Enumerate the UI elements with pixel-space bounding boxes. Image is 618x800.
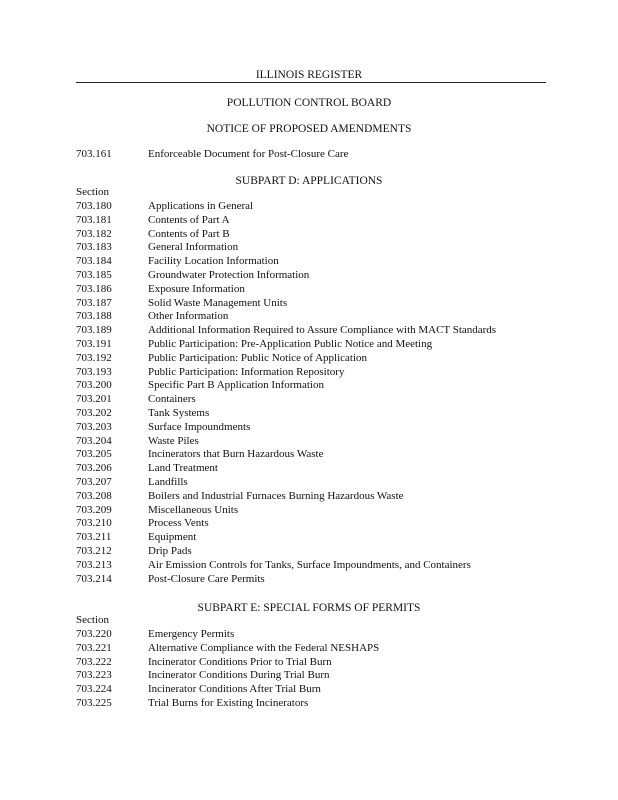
section-number: 703.204 xyxy=(76,434,112,447)
section-row xyxy=(0,379,496,393)
subpart-d-section-label: Section xyxy=(76,186,109,198)
section-number: 703.202 xyxy=(76,406,112,419)
section-row xyxy=(0,269,496,283)
section-title: Trial Burns for Existing Incinerators xyxy=(148,696,309,709)
section-title: Public Participation: Information Repository xyxy=(148,365,345,378)
section-row xyxy=(0,407,496,421)
section-number: 703.209 xyxy=(76,503,112,516)
section-number: 703.208 xyxy=(76,489,112,502)
section-number: 703.223 xyxy=(76,669,112,682)
section-title: Solid Waste Management Units xyxy=(148,296,288,309)
section-title: Public Participation: Pre-Application Public Notice and Meeting xyxy=(148,337,433,350)
section-title: Incinerator Conditions During Trial Burn xyxy=(148,669,330,682)
section-number: 703.201 xyxy=(76,393,112,406)
notice-heading: NOTICE OF PROPOSED AMENDMENTS xyxy=(206,123,412,135)
section-title: Post-Closure Care Permits xyxy=(148,572,265,585)
section-number: 703.185 xyxy=(76,268,112,281)
section-number: 703.210 xyxy=(76,517,112,530)
header-rule xyxy=(76,82,546,83)
section-title: Additional Information Required to Assure Compliance with MACT Standards xyxy=(148,324,497,337)
register-title: ILLINOIS REGISTER xyxy=(255,69,363,81)
section-number: 703.188 xyxy=(76,310,112,323)
section-number: 703.206 xyxy=(76,462,112,475)
section-row xyxy=(0,241,496,255)
section-row xyxy=(0,200,496,214)
section-row xyxy=(0,504,496,518)
section-row xyxy=(0,531,496,545)
section-row xyxy=(0,393,496,407)
section-title: Specific Part B Application Information xyxy=(148,379,324,392)
section-row xyxy=(0,545,496,559)
subpart-e-list xyxy=(0,628,379,711)
section-row xyxy=(0,324,496,338)
section-number: 703.205 xyxy=(76,448,112,461)
section-row xyxy=(0,573,496,587)
section-number: 703.186 xyxy=(76,282,112,295)
section-title: Applications in General xyxy=(148,200,254,212)
section-title: Facility Location Information xyxy=(148,255,279,268)
board-heading: POLLUTION CONTROL BOARD xyxy=(226,97,392,109)
section-row xyxy=(0,476,496,490)
section-row xyxy=(0,366,496,380)
section-title: Containers xyxy=(148,393,196,406)
section-title: Landfills xyxy=(148,475,188,488)
section-title: Emergency Permits xyxy=(148,628,235,640)
section-title: Incinerator Conditions Prior to Trial Burn xyxy=(148,655,332,668)
section-row xyxy=(0,255,496,269)
section-title: Miscellaneous Units xyxy=(148,503,239,516)
section-row xyxy=(0,517,496,531)
section-title: Surface Impoundments xyxy=(148,420,251,433)
section-row xyxy=(0,338,496,352)
subpart-d-list xyxy=(0,200,496,586)
section-row xyxy=(0,435,496,449)
section-row xyxy=(0,656,379,670)
section-title: Contents of Part A xyxy=(148,213,230,226)
section-number: 703.180 xyxy=(76,200,112,212)
section-title: Alternative Compliance with the Federal NESHAPS xyxy=(148,641,380,654)
section-number: 703.213 xyxy=(76,558,112,571)
top-entry xyxy=(76,148,348,162)
section-row xyxy=(0,214,496,228)
section-title: Drip Pads xyxy=(148,544,192,557)
section-number: 703.220 xyxy=(76,628,112,640)
section-row xyxy=(0,448,496,462)
section-number: 703.191 xyxy=(76,337,112,350)
section-row xyxy=(0,642,379,656)
section-row xyxy=(0,228,496,242)
section-number: 703.225 xyxy=(76,696,112,709)
section-number: 703.212 xyxy=(76,544,112,557)
section-title: Incinerator Conditions After Trial Burn xyxy=(148,683,321,696)
section-number: 703.187 xyxy=(76,296,112,309)
section-title: Land Treatment xyxy=(148,462,218,475)
section-title: Public Participation: Public Notice of Application xyxy=(148,351,368,364)
subpart-e-section-label: Section xyxy=(76,614,109,626)
subpart-d-heading: SUBPART D: APPLICATIONS xyxy=(235,175,383,187)
section-title: Waste Piles xyxy=(148,434,199,447)
section-title: Groundwater Protection Information xyxy=(148,268,310,281)
section-row xyxy=(0,352,496,366)
section-row xyxy=(0,283,496,297)
section-row xyxy=(0,421,496,435)
section-number: 703.224 xyxy=(76,683,112,696)
section-number: 703.192 xyxy=(76,351,112,364)
section-row xyxy=(0,559,496,573)
section-number: 703.200 xyxy=(76,379,112,392)
section-number: 703.161 xyxy=(76,148,112,160)
subpart-e-heading: SUBPART E: SPECIAL FORMS OF PERMITS xyxy=(197,602,421,614)
section-title: Other Information xyxy=(148,310,229,323)
section-number: 703.181 xyxy=(76,213,112,226)
section-number: 703.222 xyxy=(76,655,112,668)
section-title: Tank Systems xyxy=(148,406,210,419)
section-title: Enforceable Document for Post-Closure Care xyxy=(148,148,349,160)
section-title: Exposure Information xyxy=(148,282,245,295)
section-title: General Information xyxy=(148,241,239,254)
section-number: 703.203 xyxy=(76,420,112,433)
section-title: Boilers and Industrial Furnaces Burning Hazardous Waste xyxy=(148,489,404,502)
section-number: 703.182 xyxy=(76,227,112,240)
section-row xyxy=(0,628,379,642)
section-title: Incinerators that Burn Hazardous Waste xyxy=(148,448,324,461)
section-number: 703.221 xyxy=(76,641,112,654)
section-row xyxy=(0,697,379,711)
section-number: 703.214 xyxy=(76,572,112,585)
section-row xyxy=(0,683,379,697)
section-title: Equipment xyxy=(148,531,197,544)
section-number: 703.183 xyxy=(76,241,112,254)
section-row xyxy=(0,462,496,476)
section-number: 703.193 xyxy=(76,365,112,378)
section-title: Process Vents xyxy=(148,517,209,530)
section-number: 703.184 xyxy=(76,255,112,268)
section-row xyxy=(0,297,496,311)
section-number: 703.189 xyxy=(76,324,112,337)
section-title: Contents of Part B xyxy=(148,227,230,240)
section-number: 703.211 xyxy=(76,531,112,544)
section-number: 703.207 xyxy=(76,475,112,488)
section-row xyxy=(0,669,379,683)
section-row xyxy=(0,490,496,504)
section-title: Air Emission Controls for Tanks, Surface Impoundments, and Containers xyxy=(148,558,471,571)
section-row xyxy=(0,310,496,324)
